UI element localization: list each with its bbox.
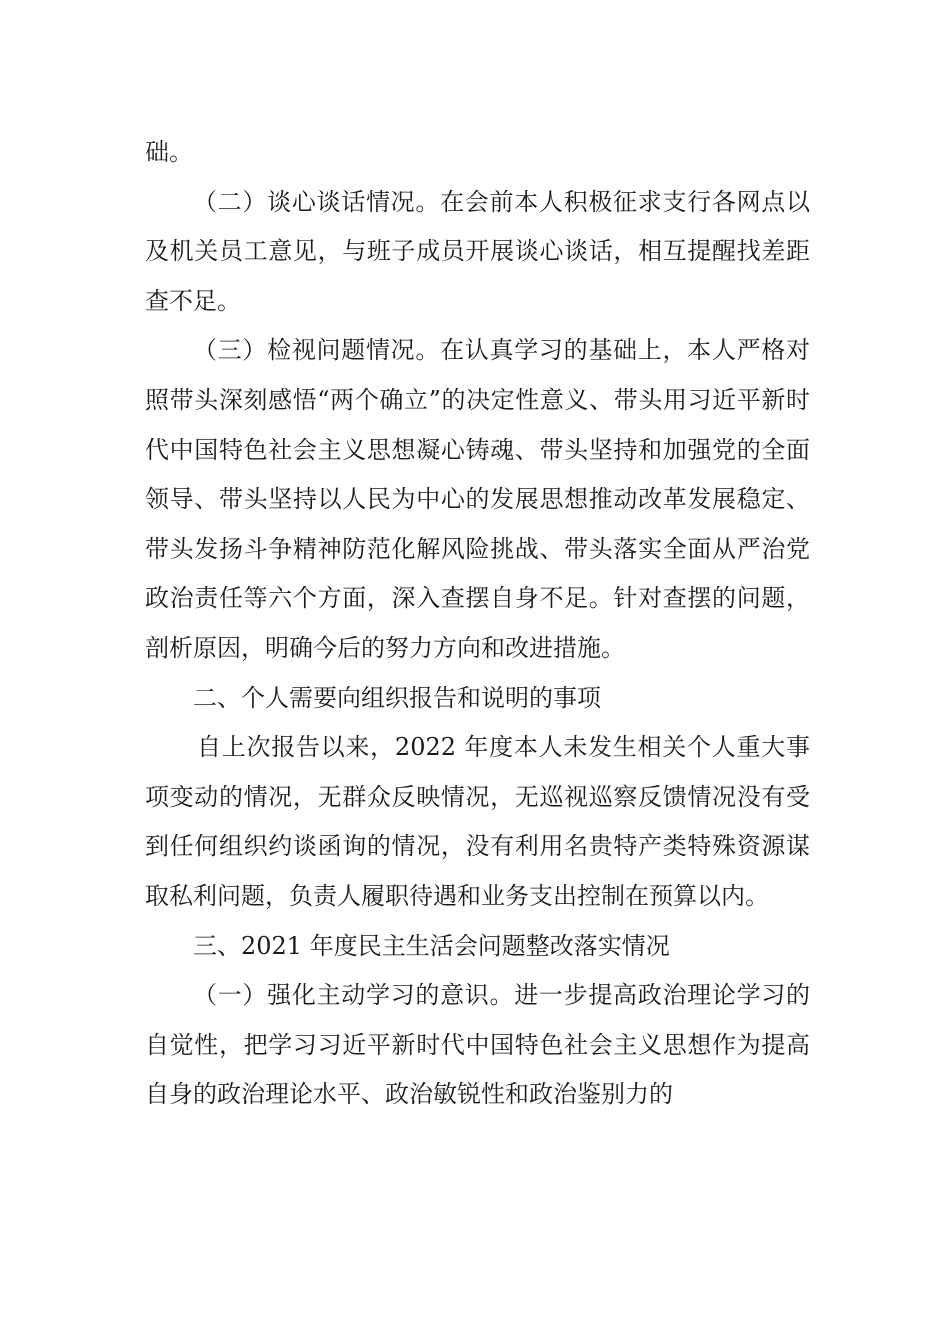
document-body bbox=[145, 128, 810, 1120]
paragraph-personal-matters: 自上次报告以来，2022 年度本人未发生相关个人重大事项变动的情况，无群众反映情况，无巡视巡察反馈情况没有受到任何组织约谈函询的情况，没有利用名贵特产类特殊资源谋取私利问题，负责人履职待遇和业务支出控制在预算以内。 bbox=[145, 733, 810, 910]
paragraph-problem-review: （三）检视问题情况。在认真学习的基础上，本人严格对照带头深刻感悟“两个确立”的决定性意义、带头用习近平新时代中国特色社会主义思想凝心铸魂、带头坚持和加强党的全面领导、带头坚持以人民为中心的发展思想推动改革发展稳定、带头发扬斗争精神防范化解风险挑战、带头落实全面从严治党政治责任等六个方面，深入查摆自身不足。针对查摆的问题，剖析原因，明确今后的努力方向和改进措施。 bbox=[145, 336, 810, 662]
paragraph-heart-to-heart-talks: （二）谈心谈话情况。在会前本人积极征求支行各网点以及机关员工意见，与班子成员开展谈心谈话，相互提醒找差距查不足。 bbox=[145, 187, 810, 315]
paragraph-continuation: 础。 bbox=[145, 138, 193, 166]
section-heading-personal-matters: 二、个人需要向组织报告和说明的事项 bbox=[193, 683, 601, 712]
section-heading-rectification: 三、2021 年度民主生活会问题整改落实情况 bbox=[193, 931, 670, 960]
paragraph-strengthen-learning: （一）强化主动学习的意识。进一步提高政治理论学习的自觉性，把学习习近平新时代中国特色社会主义思想作为提高自身的政治理论水平、政治敏锐性和政治鉴别力的 bbox=[145, 981, 810, 1109]
